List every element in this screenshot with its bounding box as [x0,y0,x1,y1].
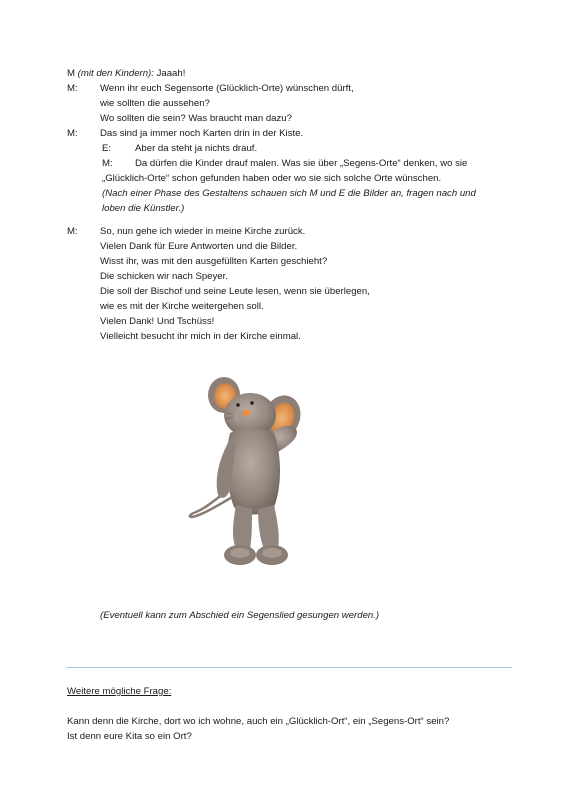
further-question-heading: Weitere mögliche Frage: [67,686,172,697]
dialogue-line: Wo sollten die sein? Was braucht man dazu? [100,113,292,124]
dialogue-line: wie sollten die aussehen? [100,98,210,109]
dialogue-line: So, nun gehe ich wieder in meine Kirche zurück. [100,226,306,237]
speaker-label: E: [102,143,112,154]
stage-direction: (mit den Kindern): [77,68,154,79]
dialogue-line: Die soll der Bischof und seine Leute lesen, wenn sie überlegen, [100,286,370,297]
dialogue-line: wie es mit der Kirche weitergehen soll. [100,301,264,312]
dialogue-line: Aber da steht ja nichts drauf. [135,143,258,154]
speaker-m: M [67,68,75,79]
dialogue-line: Vielen Dank! Und Tschüss! [100,316,215,327]
dialogue-line: Die schicken wir nach Speyer. [100,271,228,282]
dialogue-line: Wenn ihr euch Segensorte (Glücklich-Orte) wünschen dürft, [100,83,354,94]
speaker-label: M: [67,226,78,237]
stage-direction: loben die Künstler.) [102,203,185,214]
dialogue-line: Vielen Dank für Eure Antworten und die Bilder. [100,241,298,252]
speaker-label: M: [67,128,78,139]
dialogue-line: Wisst ihr, was mit den ausgefüllten Karten geschieht? [100,256,328,267]
intro-text: Jaaah! [156,68,186,79]
closing-note: (Eventuell kann zum Abschied ein Segenslied gesungen werden.) [100,610,380,621]
dialogue-line: Das sind ja immer noch Karten drin in der Kiste. [100,128,304,139]
speaker-label: M: [67,83,78,94]
stage-direction: (Nach einer Phase des Gestaltens schauen sich M und E die Bilder an, fragen nach und [102,188,476,199]
dialogue-line: Vielleicht besucht ihr mich in der Kirche einmal. [100,331,301,342]
dialogue-line: „Glücklich-Orte“ schon gefunden haben oder wo sie sich solche Orte wünschen. [102,173,442,184]
plush-mouse-image [178,367,338,577]
section-divider [66,667,512,668]
further-question-line: Ist denn eure Kita so ein Ort? [67,731,192,742]
dialogue-line: Da dürfen die Kinder drauf malen. Was sie über „Segens-Orte“ denken, wo sie [135,158,468,169]
intro-line [67,67,185,81]
speaker-label: M: [102,158,113,169]
further-question-line: Kann denn die Kirche, dort wo ich wohne, auch ein „Glücklich-Ort“, ein „Segens-Ort“ sein? [67,716,450,727]
